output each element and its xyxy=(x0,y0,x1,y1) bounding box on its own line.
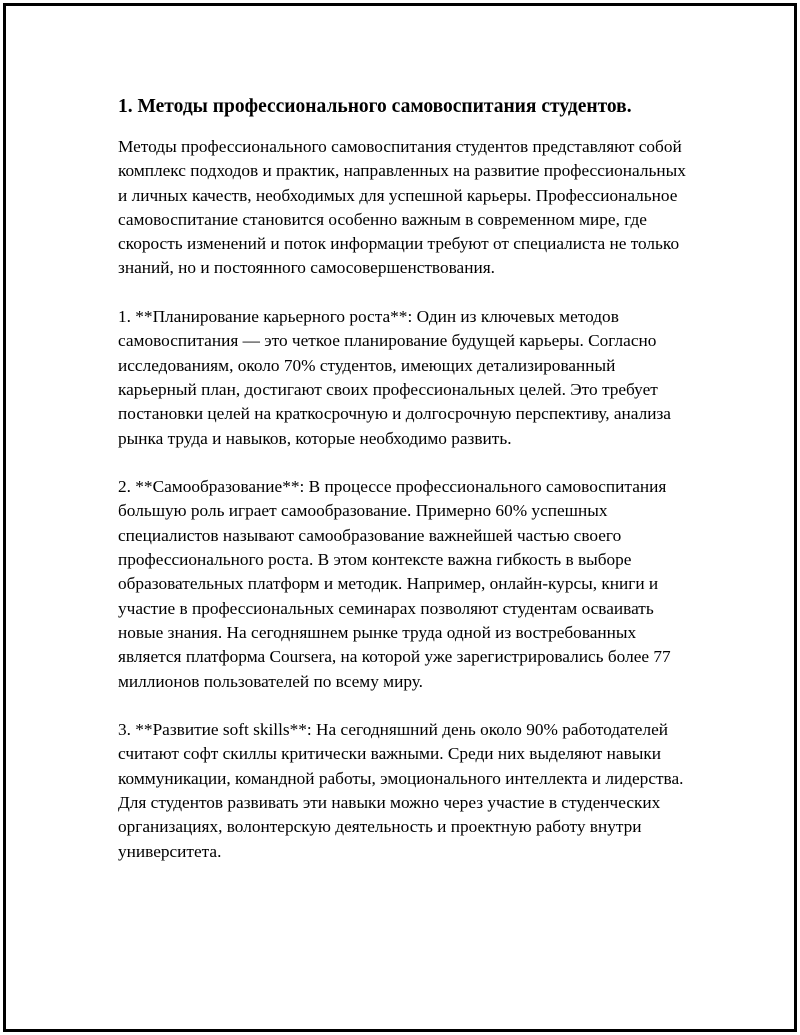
document-body xyxy=(118,94,690,888)
intro-paragraph: Методы профессионального самовоспитания студентов представляют собой комплекс подходов и практик, направленных на развитие профессиональных и личных качеств, необходимых для успешной карьеры. Профессиональное самовоспитание становится особенно важным в современном мире, где скорость изменений и поток информации требуют от специалиста не только знаний, но и постоянного самосовершенствования. xyxy=(118,137,686,278)
soft-skills-paragraph: 3. **Развитие soft skills**: На сегодняшний день около 90% работодателей считают софт скиллы критически важными. Среди них выделяют навыки коммуникации, командной работы, эмоционального интеллекта и лидерства. Для студентов развивать эти навыки можно через участие в студенческих организациях, волонтерскую деятельность и проектную работу внутри университета. xyxy=(118,720,684,861)
career-planning-paragraph: 1. **Планирование карьерного роста**: Один из ключевых методов самовоспитания — это четкое планирование будущей карьеры. Согласно исследованиям, около 70% студентов, имеющих детализированный карьерный план, достигают своих профессиональных целей. Это требует постановки целей на краткосрочную и долгосрочную перспективу, анализа рынка труда и навыков, которые необходимо развить. xyxy=(118,307,671,448)
self-education-paragraph: 2. **Самообразование**: В процессе профессионального самовоспитания большую роль играет самообразование. Примерно 60% успешных специалистов называют самообразование важнейшей частью своего профессионального роста. В этом контексте важна гибкость в выборе образовательных платформ и методик. Например, онлайн-курсы, книги и участие в профессиональных семинарах позволяют студентам осваивать новые знания. На сегодняшнем рынке труда одной из востребованных является платформа Coursera, на которой уже зарегистрировались более 77 миллионов пользователей по всему миру. xyxy=(118,477,671,691)
section-heading: 1. Методы профессионального самовоспитания студентов. xyxy=(118,96,632,117)
